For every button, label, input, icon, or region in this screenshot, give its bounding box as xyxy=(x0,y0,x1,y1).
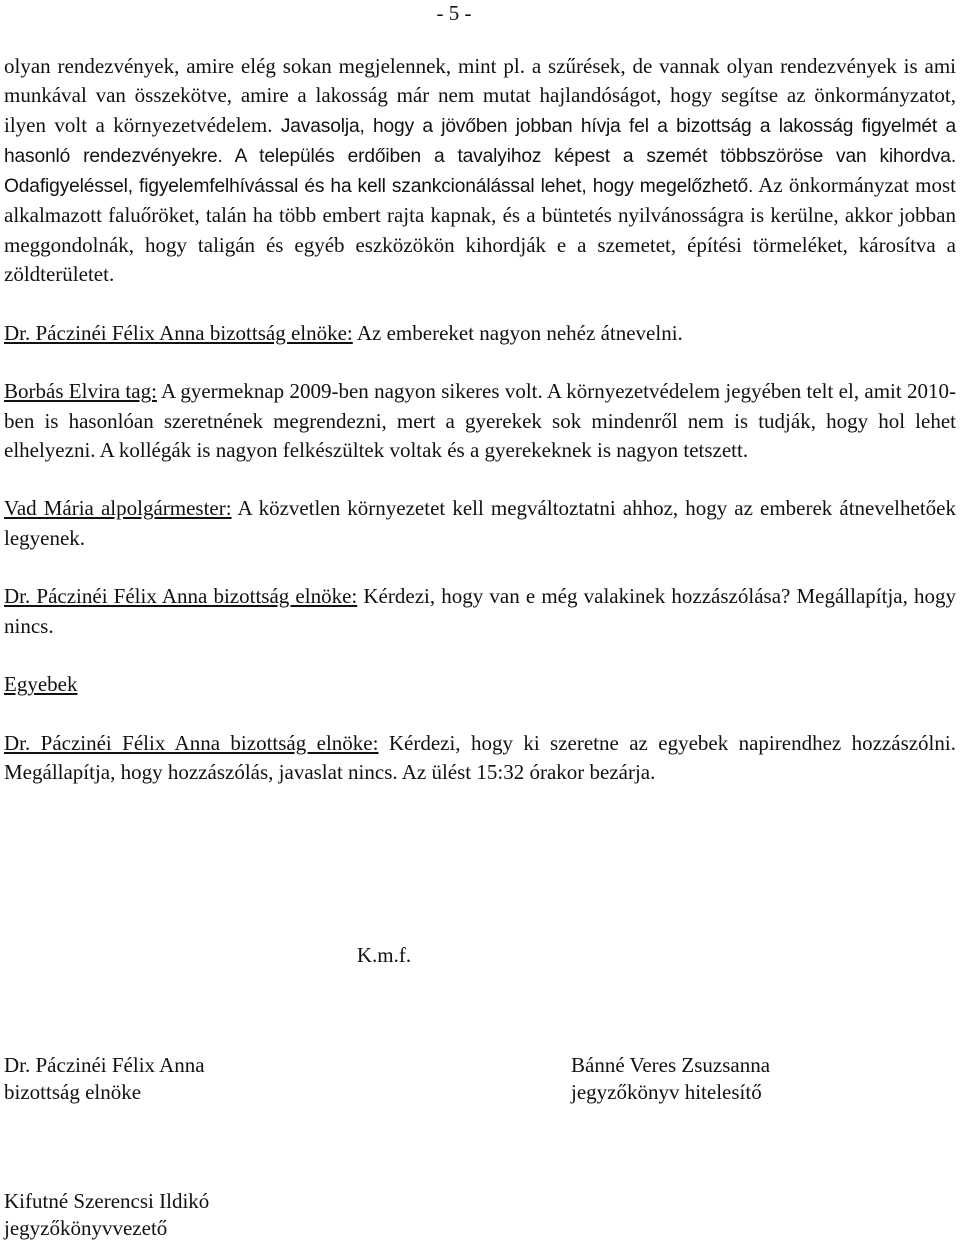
speech-text: Az embereket nagyon nehéz átnevelni. xyxy=(352,320,683,345)
paragraph-deputy-mayor-comment xyxy=(4,494,956,553)
paragraph-text: Az önkormányzat most alkalmazott faluőröket, talán ha több embert rajta kapnak, és a büntetés nyilvánosságra is kerülne, akkor jobban meggondolnák, hogy taligán és egyéb eszközökön kihordják e a szemetet, építési törmeléket, károsítva a zöldterületet. xyxy=(4,173,956,287)
speech-text: Kérdezi, hogy van e még valakinek hozzászólása? Megállapítja, hogy nincs. xyxy=(4,584,957,638)
section-heading-egyebek: Egyebek xyxy=(4,672,78,697)
paragraph-environment xyxy=(4,52,956,289)
signatory-role: jegyzőkönyv hitelesítő xyxy=(571,1080,762,1104)
signature-authenticator xyxy=(571,1052,770,1106)
paragraph-chair-comment xyxy=(4,319,956,348)
signatory-role: jegyzőkönyvvezető xyxy=(4,1216,168,1240)
paragraph-member-comment xyxy=(4,377,956,465)
document-body xyxy=(4,52,956,787)
signatory-name: Bánné Veres Zsuzsanna xyxy=(571,1053,771,1077)
signatory-name: Dr. Páczinéi Félix Anna xyxy=(4,1053,205,1077)
speaker-name: Dr. Páczinéi Félix Anna bizottság elnöke: xyxy=(4,584,358,609)
speech-text: A gyermeknap 2009-ben nagyon sikeres volt. A környezetvédelem jegyében telt el, amit 2010-ben is hasonlóan szeretnének megrendezni, mert a gyerekek sok mindenről nem is tudják, hogy hol lehet elhelyezni. A kollégák is nagyon felkészültek voltak és a gyerekeknek is nagyon tetszett. xyxy=(4,379,956,462)
paragraph-chair-question xyxy=(4,582,956,641)
paragraph-chair-closing xyxy=(4,729,956,788)
page-number: - 5 - xyxy=(436,1,472,25)
speaker-name: Vad Mária alpolgármester: xyxy=(4,496,232,521)
signature-recorder xyxy=(4,1188,209,1242)
signatory-role: bizottság elnöke xyxy=(4,1080,142,1104)
speech-text: A közvetlen környezetet kell megváltoztatni ahhoz, hogy az emberek átnevelhetőek legyenek. xyxy=(4,496,956,550)
speaker-name: Dr. Páczinéi Félix Anna bizottság elnöke: xyxy=(4,320,353,345)
signatory-name: Kifutné Szerencsi Ildikó xyxy=(4,1189,210,1213)
speech-text: Kérdezi, hogy ki szeretne az egyebek napirendhez hozzászólni. Megállapítja, hogy hozzászólás, javaslat nincs. Az ülést 15:32 órakor bezárja. xyxy=(4,730,956,785)
signature-chair xyxy=(4,1052,205,1106)
paragraph-text-sans: Javasolja, hogy a jövőben jobban hívja fel a bizottság a lakosság figyelmét a hasonló rendezvényekre. A település erdőiben a tavalyihoz képest a szemét többszöröse van kihordva. Odafigyeléssel, figyelemfelhívással és ha kell szankcionálással lehet, hogy megelőzhető. xyxy=(4,115,956,198)
paragraph-text: olyan rendezvények, amire elég sokan megjelennek, mint pl. a szűrések, de vannak olyan rendezvények is ami munkával van összekötve, amire a lakosság már nem mutat hajlandóságot, hogy segítse az önkormányzatot, ilyen volt a környezetvédelem. xyxy=(4,54,956,137)
speaker-name: Dr. Páczinéi Félix Anna bizottság elnöke: xyxy=(4,730,379,755)
speaker-name: Borbás Elvira tag: xyxy=(4,379,157,404)
kmf-mark: K.m.f. xyxy=(356,943,412,967)
